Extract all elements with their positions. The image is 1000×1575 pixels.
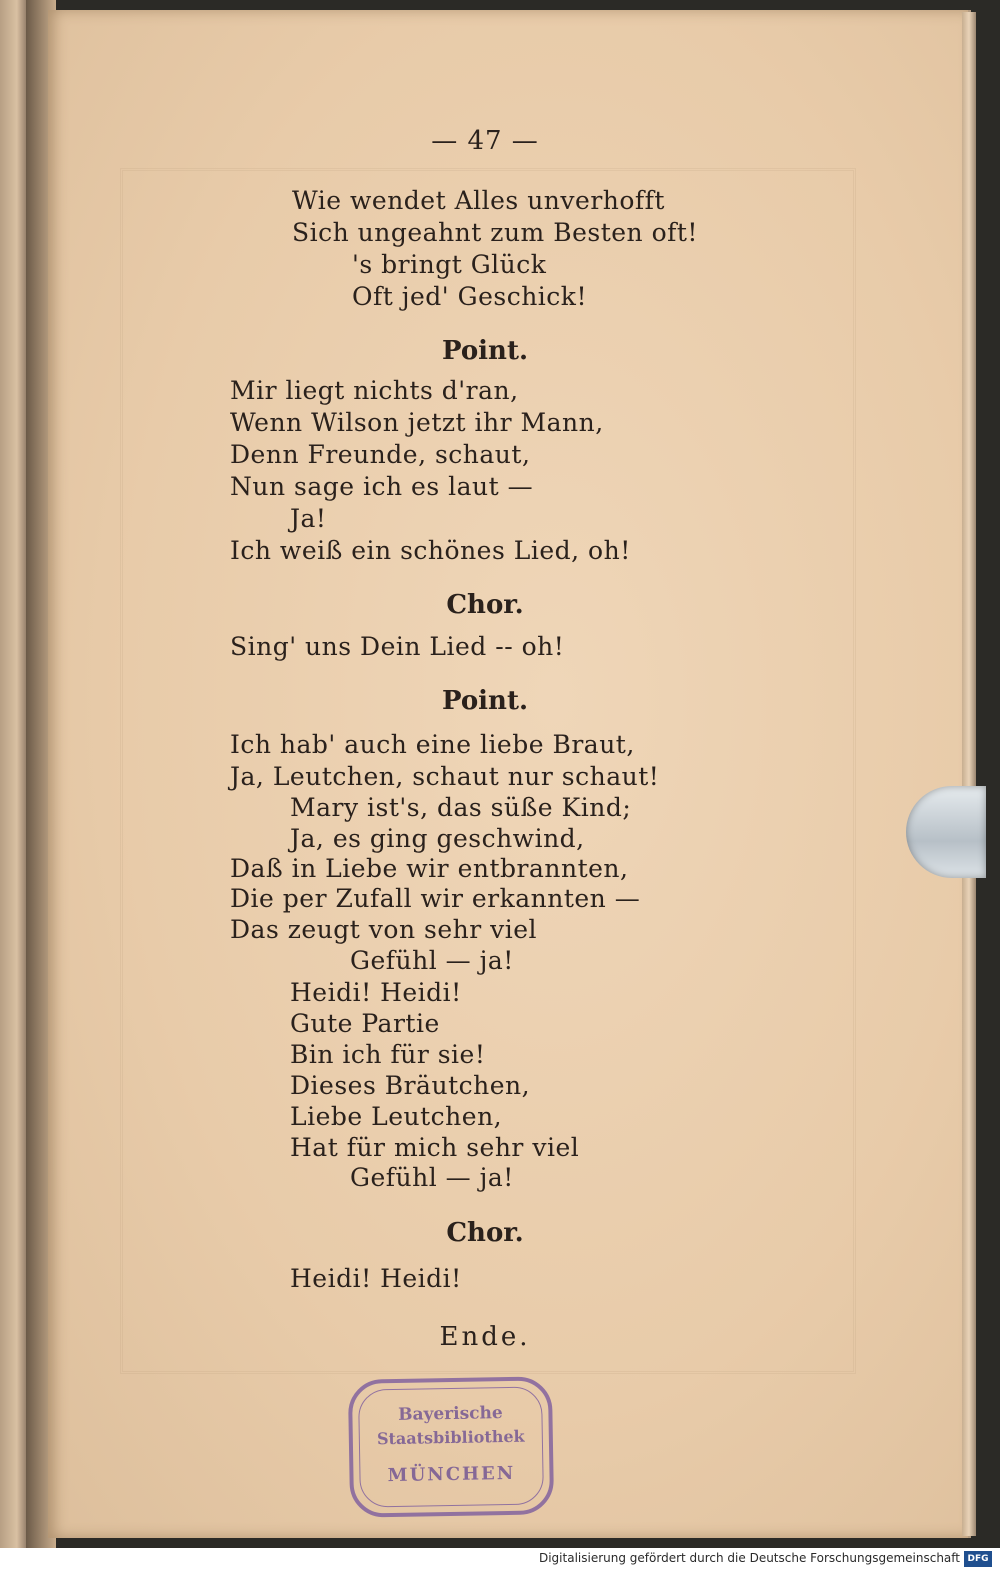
stanza3-line: Das zeugt von sehr viel xyxy=(230,915,538,944)
chor-line: Heidi! Heidi! xyxy=(290,1264,462,1293)
section-heading-chor: Chor. xyxy=(446,590,524,620)
stamp-line: Bayerische xyxy=(397,1403,503,1425)
stanza3-line: Dieses Bräutchen, xyxy=(290,1071,531,1100)
stanza3-line: Ja, es ging geschwind, xyxy=(290,824,585,853)
stanza3-line: Daß in Liebe wir entbrannten, xyxy=(230,854,629,883)
stanza2-line: Wenn Wilson jetzt ihr Mann, xyxy=(230,408,604,437)
stanza3-line: Gefühl — ja! xyxy=(350,1163,514,1192)
section-heading-point: Point. xyxy=(441,686,529,716)
facing-page-edge xyxy=(0,0,28,1548)
stanza1-line: Sich ungeahnt zum Besten oft! xyxy=(292,218,698,247)
stanza3-line: Gute Partie xyxy=(290,1009,440,1038)
stanza1-line: Wie wendet Alles unverhofft xyxy=(292,186,665,215)
stanza2-line: Ich weiß ein schönes Lied, oh! xyxy=(230,536,631,565)
section-heading-point: Point. xyxy=(441,336,529,366)
footer-credit: Digitalisierung gefördert durch die Deutsche Forschungsgemeinschaft xyxy=(538,1551,960,1565)
page-number: — 47 — xyxy=(431,126,539,156)
stanza1-line: Oft jed' Geschick! xyxy=(352,282,588,311)
ende-label: Ende. xyxy=(439,1322,531,1352)
chor-line: Sing' uns Dein Lied -- oh! xyxy=(230,632,565,661)
stanza3-line: Die per Zufall wir erkannten — xyxy=(230,884,641,913)
stanza3-line: Hat für mich sehr viel xyxy=(290,1133,580,1162)
stanza2-line: Denn Freunde, schaut, xyxy=(230,440,531,469)
stanza1-line: 's bringt Glück xyxy=(352,250,547,279)
library-stamp xyxy=(348,1376,554,1518)
stanza2-line: Ja! xyxy=(290,504,327,533)
page-edge xyxy=(962,12,976,1536)
stamp-line: Staatsbibliothek xyxy=(376,1426,525,1449)
stanza3-line: Gefühl — ja! xyxy=(350,946,514,975)
stanza3-line: Heidi! Heidi! xyxy=(290,978,462,1007)
stanza2-line: Nun sage ich es laut — xyxy=(230,472,534,501)
stanza2-line: Mir liegt nichts d'ran, xyxy=(230,376,519,405)
stanza3-line: Ich hab' auch eine liebe Braut, xyxy=(230,730,635,759)
stanza3-line: Bin ich für sie! xyxy=(290,1040,486,1069)
stanza3-line: Liebe Leutchen, xyxy=(290,1102,503,1131)
dfg-logo-icon: DFG xyxy=(964,1551,992,1567)
stamp-line: MÜNCHEN xyxy=(387,1462,516,1487)
stanza3-line: Ja, Leutchen, schaut nur schaut! xyxy=(230,762,660,791)
stanza3-line: Mary ist's, das süße Kind; xyxy=(290,793,632,822)
section-heading-chor: Chor. xyxy=(446,1218,524,1248)
